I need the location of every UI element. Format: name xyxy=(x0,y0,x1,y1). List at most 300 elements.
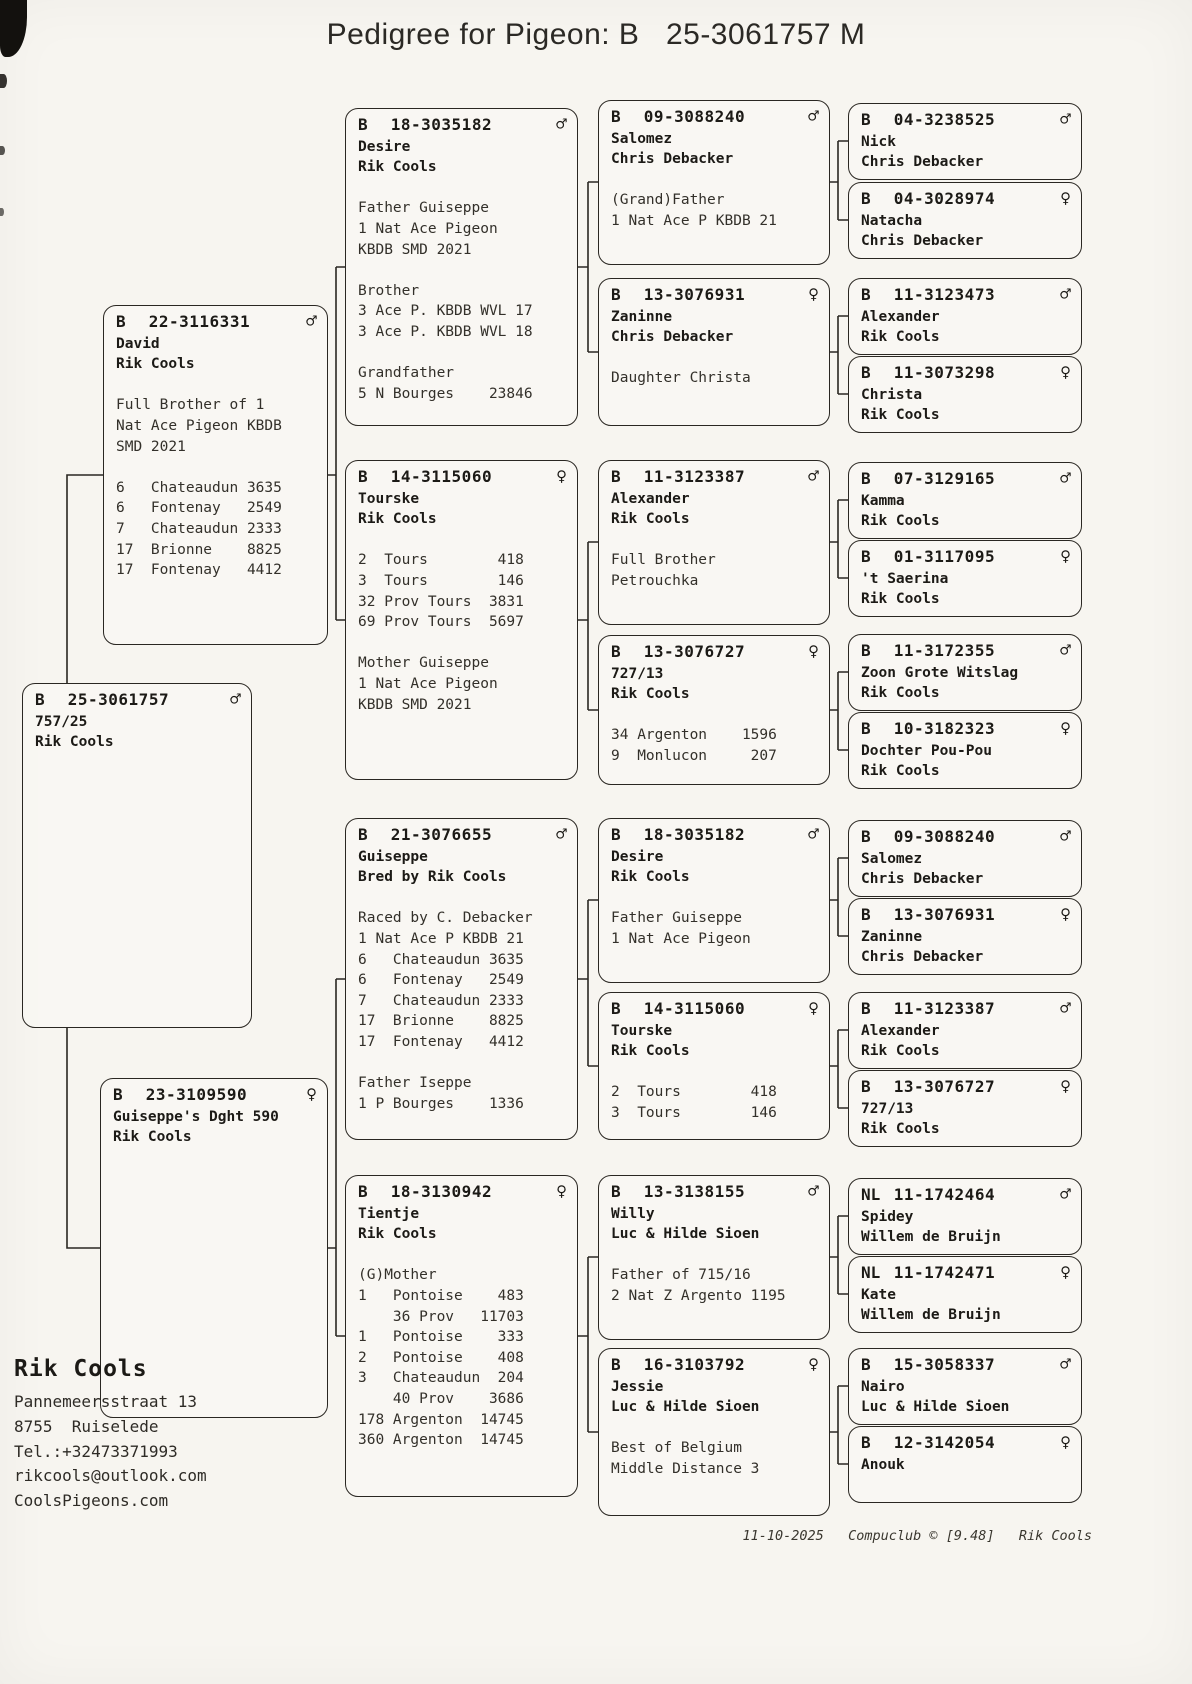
pigeon-details xyxy=(611,170,819,232)
connector-line xyxy=(67,1028,100,1248)
country-code: B xyxy=(861,110,871,129)
scan-artifact-speck xyxy=(0,208,4,216)
sex-symbol: ♂ xyxy=(1060,826,1071,847)
pedigree-detail-line: 2 Tours 418 xyxy=(611,1084,777,1101)
pigeon-box-14-3115060 xyxy=(345,460,578,780)
owner-name: Chris Debacker xyxy=(611,151,734,168)
pigeon-name: Nairo xyxy=(861,1378,905,1395)
pigeon-details xyxy=(358,530,567,715)
ring-row xyxy=(861,998,1071,1021)
ring-number: 11-3123387 xyxy=(643,467,746,486)
pedigree-detail-line: Father Guiseppe xyxy=(358,200,489,217)
ring-row xyxy=(35,689,241,712)
pigeon-name: Willy xyxy=(611,1205,655,1222)
pedigree-detail-line: Father Guiseppe xyxy=(611,910,742,927)
pigeon-name: Salomez xyxy=(861,850,923,867)
sex-symbol: ♂ xyxy=(808,466,819,487)
pigeon-name: Kate xyxy=(861,1286,896,1303)
pedigree-detail-line: SMD 2021 xyxy=(116,438,186,455)
owner-name: Rik Cools xyxy=(861,513,940,530)
pigeon-name: Zaninne xyxy=(611,308,673,325)
pigeon-details xyxy=(358,1245,567,1451)
ring-row xyxy=(116,311,317,334)
pigeon-box-22-3116331 xyxy=(103,305,328,645)
ring-row xyxy=(611,824,819,847)
owner-name: Rik Cools xyxy=(113,1129,192,1146)
ring-row xyxy=(861,826,1071,849)
connector-line xyxy=(830,500,848,578)
sex-symbol: ♂ xyxy=(1060,998,1071,1019)
ring-number: 13-3076727 xyxy=(643,642,746,661)
country-code: B xyxy=(113,1085,123,1104)
owner-name: Rik Cools xyxy=(611,1043,690,1060)
sex-symbol: ♂ xyxy=(306,311,317,332)
owner-name: Rik Cools xyxy=(116,356,195,373)
country-code: NL xyxy=(861,1185,881,1204)
pedigree-detail-line: 360 Argenton 14745 xyxy=(358,1432,524,1449)
sex-symbol: ♂ xyxy=(808,1181,819,1202)
pigeon-box-14-3115060-2 xyxy=(598,992,830,1140)
country-code: B xyxy=(861,999,871,1018)
ring-number: 13-3138155 xyxy=(643,1182,746,1201)
pedigree-detail-line: 9 Monlucon 207 xyxy=(611,748,777,765)
pigeon-name: Alexander xyxy=(611,490,690,507)
pedigree-detail-line xyxy=(611,1418,819,1439)
pigeon-name: Tourske xyxy=(358,490,420,507)
country-code: B xyxy=(861,719,871,738)
pigeon-box-04-3028974 xyxy=(848,182,1082,259)
pigeon-box-01-3117095 xyxy=(848,540,1082,617)
pedigree-detail-line: 6 Chateaudun 3635 xyxy=(116,479,282,496)
sex-symbol: ♀ xyxy=(1060,718,1071,739)
ring-number: 14-3115060 xyxy=(643,999,746,1018)
pigeon-name: Alexander xyxy=(861,1022,940,1039)
pedigree-detail-line: 3 Ace P. KBDB WVL 18 xyxy=(358,323,533,340)
sex-symbol: ♀ xyxy=(1060,1076,1071,1097)
connector-line xyxy=(328,979,345,1336)
pedigree-detail-line: Nat Ace Pigeon KBDB xyxy=(116,418,282,435)
connector-line xyxy=(67,475,103,683)
pedigree-detail-line xyxy=(358,1245,567,1266)
sex-symbol: ♀ xyxy=(808,284,819,305)
pedigree-detail-line: 1 Nat Ace Pigeon xyxy=(358,675,498,692)
pigeon-name: Salomez xyxy=(611,130,673,147)
owner-name: Rik Cools xyxy=(861,763,940,780)
pedigree-detail-line xyxy=(611,1062,819,1083)
ring-number: 11-1742471 xyxy=(893,1263,996,1282)
owner-name: Rik Cools xyxy=(358,159,437,176)
owner-name: Chris Debacker xyxy=(861,949,984,966)
ring-row xyxy=(861,468,1071,491)
connector-line xyxy=(578,1257,598,1432)
pedigree-detail-line: 69 Prov Tours 5697 xyxy=(358,614,524,631)
pedigree-detail-line: 34 Argenton 1596 xyxy=(611,727,777,744)
pigeon-name: Guiseppe xyxy=(358,848,428,865)
sex-symbol: ♂ xyxy=(808,824,819,845)
pigeon-box-11-3123473 xyxy=(848,278,1082,355)
connector-line xyxy=(830,1386,848,1464)
ring-number: 10-3182323 xyxy=(893,719,996,738)
pedigree-detail-line: 6 Chateaudun 3635 xyxy=(358,951,524,968)
sex-symbol: ♀ xyxy=(808,641,819,662)
ring-row xyxy=(611,998,819,1021)
ring-number: 12-3142054 xyxy=(893,1433,996,1452)
sex-symbol: ♀ xyxy=(556,466,567,487)
ring-row xyxy=(861,1354,1071,1377)
print-info: 11-10-2025 Compuclub © [9.48] Rik Cools xyxy=(742,1528,1092,1544)
pigeon-box-13-3076931-2 xyxy=(848,898,1082,975)
ring-row xyxy=(861,640,1071,663)
pedigree-detail-line: Middle Distance 3 xyxy=(611,1461,760,1478)
country-code: B xyxy=(35,690,45,709)
pedigree-detail-line: Full Brother xyxy=(611,552,716,569)
country-code: B xyxy=(358,825,368,844)
owner-name: Rik Cools xyxy=(861,1043,940,1060)
ring-number: 11-3123387 xyxy=(893,999,996,1018)
pedigree-detail-line xyxy=(358,1053,567,1074)
ring-number: 11-3073298 xyxy=(893,363,996,382)
pigeon-details xyxy=(611,705,819,767)
sex-symbol: ♂ xyxy=(1060,109,1071,130)
pedigree-detail-line: Father of 715/16 xyxy=(611,1267,751,1284)
ring-row xyxy=(861,546,1071,569)
owner-name: Rik Cools xyxy=(861,1121,940,1138)
pigeon-box-09-3088240-2 xyxy=(848,820,1082,897)
pigeon-box-11-3123387 xyxy=(598,460,830,625)
ring-number: 09-3088240 xyxy=(643,107,746,126)
owner-name: Rik Cools xyxy=(358,511,437,528)
pedigree-detail-line: Daughter Christa xyxy=(611,370,751,387)
pigeon-name: 757/25 xyxy=(35,713,88,730)
pigeon-box-11-3073298 xyxy=(848,356,1082,433)
ring-number: 04-3238525 xyxy=(893,110,996,129)
pigeon-name: Anouk xyxy=(861,1456,905,1473)
pedigree-detail-line: 178 Argenton 14745 xyxy=(358,1411,524,1428)
pedigree-detail-line: 2 Pontoise 408 xyxy=(358,1349,524,1366)
pedigree-detail-line: 7 Chateaudun 2333 xyxy=(116,520,282,537)
pedigree-detail-line: 17 Brionne 8825 xyxy=(116,541,282,558)
breeder-phone: Tel.:+32473371993 xyxy=(14,1441,178,1461)
pigeon-box-13-3076931 xyxy=(598,278,830,426)
ring-row xyxy=(861,1184,1071,1207)
pedigree-detail-line: 40 Prov 3686 xyxy=(358,1390,524,1407)
pigeon-box-04-3238525 xyxy=(848,103,1082,180)
ring-row xyxy=(861,188,1071,211)
pigeon-name: Natacha xyxy=(861,212,923,229)
ring-number: 23-3109590 xyxy=(145,1085,248,1104)
pedigree-detail-line: KBDB SMD 2021 xyxy=(358,696,472,713)
pigeon-name: Jessie xyxy=(611,1378,664,1395)
pedigree-detail-line: 1 Nat Ace P KBDB 21 xyxy=(611,213,777,230)
pedigree-detail-line: 17 Brionne 8825 xyxy=(358,1013,524,1030)
country-code: B xyxy=(861,1433,871,1452)
pigeon-details xyxy=(358,888,567,1114)
pedigree-detail-line: 1 Pontoise 483 xyxy=(358,1288,524,1305)
owner-name: Chris Debacker xyxy=(861,871,984,888)
pigeon-box-12-3142054 xyxy=(848,1426,1082,1503)
ring-number: 15-3058337 xyxy=(893,1355,996,1374)
owner-name: Luc & Hilde Sioen xyxy=(861,1399,1010,1416)
breeder-contact-block xyxy=(14,1356,207,1514)
pigeon-details xyxy=(611,888,819,950)
sex-symbol: ♂ xyxy=(808,106,819,127)
pigeon-box-13-3138155 xyxy=(598,1175,830,1340)
country-code: B xyxy=(861,827,871,846)
owner-name: Willem de Bruijn xyxy=(861,1229,1001,1246)
ring-number: 11-3123473 xyxy=(893,285,996,304)
ring-number: 04-3028974 xyxy=(893,189,996,208)
pigeon-name: David xyxy=(116,335,160,352)
sex-symbol: ♂ xyxy=(1060,284,1071,305)
sex-symbol: ♀ xyxy=(556,1181,567,1202)
pigeon-details xyxy=(358,178,567,404)
ring-row xyxy=(611,106,819,129)
pedigree-detail-line xyxy=(611,170,819,191)
owner-name: Rik Cools xyxy=(861,685,940,702)
pedigree-detail-line: 36 Prov 11703 xyxy=(358,1308,524,1325)
ring-number: 18-3035182 xyxy=(643,825,746,844)
ring-number: 16-3103792 xyxy=(643,1355,746,1374)
ring-number: 07-3129165 xyxy=(893,469,996,488)
sex-symbol: ♀ xyxy=(1060,1432,1071,1453)
pigeon-box-16-3103792 xyxy=(598,1348,830,1516)
pigeon-details xyxy=(611,1062,819,1124)
pigeon-name: Tientje xyxy=(358,1205,420,1222)
pedigree-detail-line xyxy=(611,888,819,909)
pedigree-detail-line: 1 P Bourges 1336 xyxy=(358,1095,524,1112)
pedigree-detail-line: 17 Fontenay 4412 xyxy=(116,562,282,579)
ring-row xyxy=(861,904,1071,927)
ring-number: 01-3117095 xyxy=(893,547,996,566)
ring-number: 13-3076727 xyxy=(893,1077,996,1096)
ring-row xyxy=(611,1354,819,1377)
pedigree-detail-line: 1 Nat Ace Pigeon xyxy=(611,931,751,948)
pigeon-details xyxy=(611,530,819,592)
ring-row xyxy=(611,641,819,664)
pigeon-box-07-3129165 xyxy=(848,462,1082,539)
country-code: B xyxy=(861,547,871,566)
country-code: B xyxy=(861,1077,871,1096)
pedigree-detail-line xyxy=(358,530,567,551)
country-code: B xyxy=(611,107,621,126)
ring-number: 11-3172355 xyxy=(893,641,996,660)
pedigree-detail-line xyxy=(358,178,567,199)
pigeon-name: 727/13 xyxy=(861,1100,914,1117)
pigeon-details xyxy=(116,375,317,581)
pigeon-box-13-3076727-2 xyxy=(848,1070,1082,1147)
ring-row xyxy=(861,1262,1071,1285)
ring-row xyxy=(861,1076,1071,1099)
sex-symbol: ♀ xyxy=(306,1084,317,1105)
pigeon-name: Desire xyxy=(611,848,664,865)
pedigree-detail-line: 3 Tours 146 xyxy=(358,573,524,590)
pedigree-detail-line: 6 Fontenay 2549 xyxy=(116,500,282,517)
scan-artifact-speck xyxy=(0,146,5,155)
pedigree-detail-line xyxy=(358,260,567,281)
pedigree-detail-line: 1 Pontoise 333 xyxy=(358,1329,524,1346)
pedigree-detail-line xyxy=(358,343,567,364)
pedigree-detail-line: KBDB SMD 2021 xyxy=(358,241,472,258)
ring-number: 13-3076931 xyxy=(893,905,996,924)
ring-row xyxy=(861,284,1071,307)
ring-row xyxy=(861,362,1071,385)
connector-line xyxy=(578,182,598,352)
ring-row xyxy=(861,109,1071,132)
pedigree-detail-line xyxy=(611,530,819,551)
country-code: B xyxy=(611,467,621,486)
breeder-city: 8755 Ruiselede xyxy=(14,1416,159,1436)
ring-number: 18-3035182 xyxy=(390,115,493,134)
ring-number: 21-3076655 xyxy=(390,825,493,844)
ring-row xyxy=(358,114,567,137)
country-code: B xyxy=(861,905,871,924)
pigeon-box-11-3172355 xyxy=(848,634,1082,711)
pedigree-detail-line: Mother Guiseppe xyxy=(358,655,489,672)
pedigree-detail-line: 1 Nat Ace Pigeon xyxy=(358,221,498,238)
owner-name: Chris Debacker xyxy=(611,329,734,346)
country-code: B xyxy=(611,285,621,304)
ring-number: 25-3061757 xyxy=(67,690,170,709)
ring-row xyxy=(611,1181,819,1204)
pedigree-detail-line: (G)Mother xyxy=(358,1267,437,1284)
ring-row xyxy=(611,284,819,307)
page-title: Pedigree for Pigeon: B 25-3061757 M xyxy=(326,18,866,51)
owner-name: Chris Debacker xyxy=(861,233,984,250)
sex-symbol: ♀ xyxy=(1060,188,1071,209)
connector-line xyxy=(578,900,598,1066)
pedigree-detail-line: 32 Prov Tours 3831 xyxy=(358,593,524,610)
sex-symbol: ♂ xyxy=(230,689,241,710)
ring-row xyxy=(861,1432,1071,1455)
breeder-name: Rik Cools xyxy=(14,1356,148,1382)
pedigree-detail-line: 3 Chateaudun 204 xyxy=(358,1370,524,1387)
ring-number: 11-1742464 xyxy=(893,1185,996,1204)
connector-line xyxy=(830,1216,848,1294)
pigeon-box-11-3123387-2 xyxy=(848,992,1082,1069)
pigeon-name: Zoon Grote Witslag xyxy=(861,664,1019,681)
country-code: B xyxy=(611,1355,621,1374)
sex-symbol: ♀ xyxy=(1060,904,1071,925)
pedigree-detail-line: 1 Nat Ace P KBDB 21 xyxy=(358,931,524,948)
pigeon-name: Nick xyxy=(861,133,896,150)
owner-name: Rik Cools xyxy=(861,407,940,424)
pigeon-name: Guiseppe's Dght 590 xyxy=(113,1108,279,1125)
breeder-website: CoolsPigeons.com xyxy=(14,1491,169,1511)
pigeon-box-15-3058337 xyxy=(848,1348,1082,1425)
country-code: B xyxy=(358,467,368,486)
sex-symbol: ♂ xyxy=(556,114,567,135)
pedigree-detail-line xyxy=(358,633,567,654)
owner-name: Bred by Rik Cools xyxy=(358,869,507,886)
connector-line xyxy=(830,672,848,750)
pedigree-detail-line xyxy=(358,888,567,909)
breeder-email: rikcools@outlook.com xyxy=(14,1466,207,1486)
pigeon-name: 727/13 xyxy=(611,665,664,682)
pedigree-detail-line: Full Brother of 1 xyxy=(116,397,265,414)
pigeon-name: Tourske xyxy=(611,1022,673,1039)
breeder-street: Pannemeersstraat 13 xyxy=(14,1392,198,1411)
pedigree-detail-line: Brother xyxy=(358,282,420,299)
sex-symbol: ♀ xyxy=(1060,1262,1071,1283)
pigeon-box-25-3061757 xyxy=(22,683,252,1028)
pedigree-detail-line: Grandfather xyxy=(358,365,455,382)
country-code: B xyxy=(861,1355,871,1374)
owner-name: Rik Cools xyxy=(611,511,690,528)
connector-line xyxy=(830,858,848,936)
pedigree-detail-line xyxy=(611,705,819,726)
pedigree-detail-line xyxy=(611,348,819,369)
owner-name: Luc & Hilde Sioen xyxy=(611,1399,760,1416)
pedigree-detail-line xyxy=(116,457,317,478)
ring-number: 14-3115060 xyxy=(390,467,493,486)
sex-symbol: ♂ xyxy=(1060,468,1071,489)
pigeon-details xyxy=(611,1418,819,1480)
owner-name: Luc & Hilde Sioen xyxy=(611,1226,760,1243)
country-code: NL xyxy=(861,1263,881,1282)
owner-name: Rik Cools xyxy=(358,1226,437,1243)
connector-line xyxy=(578,542,598,710)
pigeon-name: 't Saerina xyxy=(861,570,949,587)
pedigree-detail-line: 5 N Bourges 23846 xyxy=(358,385,533,402)
pigeon-box-09-3088240 xyxy=(598,100,830,265)
sex-symbol: ♂ xyxy=(556,824,567,845)
sex-symbol: ♀ xyxy=(808,998,819,1019)
sex-symbol: ♂ xyxy=(1060,1184,1071,1205)
pedigree-detail-line: Father Iseppe xyxy=(358,1075,472,1092)
country-code: B xyxy=(861,285,871,304)
connector-line xyxy=(830,1030,848,1108)
country-code: B xyxy=(611,999,621,1018)
scan-artifact-speck xyxy=(0,74,7,88)
country-code: B xyxy=(861,469,871,488)
country-code: B xyxy=(358,115,368,134)
country-code: B xyxy=(358,1182,368,1201)
pigeon-name: Desire xyxy=(358,138,411,155)
ring-row xyxy=(358,1181,567,1204)
owner-name: Rik Cools xyxy=(35,734,114,751)
pigeon-details xyxy=(611,1245,819,1307)
pigeon-box-18-3035182 xyxy=(345,108,578,426)
pedigree-detail-line: 17 Fontenay 4412 xyxy=(358,1033,524,1050)
connector-line xyxy=(830,141,848,220)
sex-symbol: ♀ xyxy=(808,1354,819,1375)
ring-row xyxy=(611,466,819,489)
pigeon-name: Spidey xyxy=(861,1208,914,1225)
pedigree-detail-line: Petrouchka xyxy=(611,573,699,590)
pigeon-box-18-3035182-2 xyxy=(598,818,830,983)
owner-name: Rik Cools xyxy=(861,329,940,346)
pedigree-detail-line: 2 Nat Z Argento 1195 xyxy=(611,1288,786,1305)
pigeon-details xyxy=(611,348,819,389)
country-code: B xyxy=(116,312,126,331)
pigeon-box-18-3130942 xyxy=(345,1175,578,1497)
pigeon-name: Alexander xyxy=(861,308,940,325)
pigeon-box-10-3182323 xyxy=(848,712,1082,789)
pedigree-detail-line xyxy=(116,375,317,396)
country-code: B xyxy=(861,189,871,208)
pigeon-box-11-1742464 xyxy=(848,1178,1082,1255)
ring-number: 22-3116331 xyxy=(148,312,251,331)
country-code: B xyxy=(611,642,621,661)
pigeon-box-11-1742471 xyxy=(848,1256,1082,1333)
pedigree-detail-line: 6 Fontenay 2549 xyxy=(358,972,524,989)
connector-line xyxy=(328,267,345,620)
ring-row xyxy=(358,824,567,847)
pedigree-detail-line: Best of Belgium xyxy=(611,1440,742,1457)
pigeon-box-13-3076727 xyxy=(598,635,830,785)
owner-name: Rik Cools xyxy=(861,591,940,608)
pedigree-detail-line: 7 Chateaudun 2333 xyxy=(358,992,524,1009)
